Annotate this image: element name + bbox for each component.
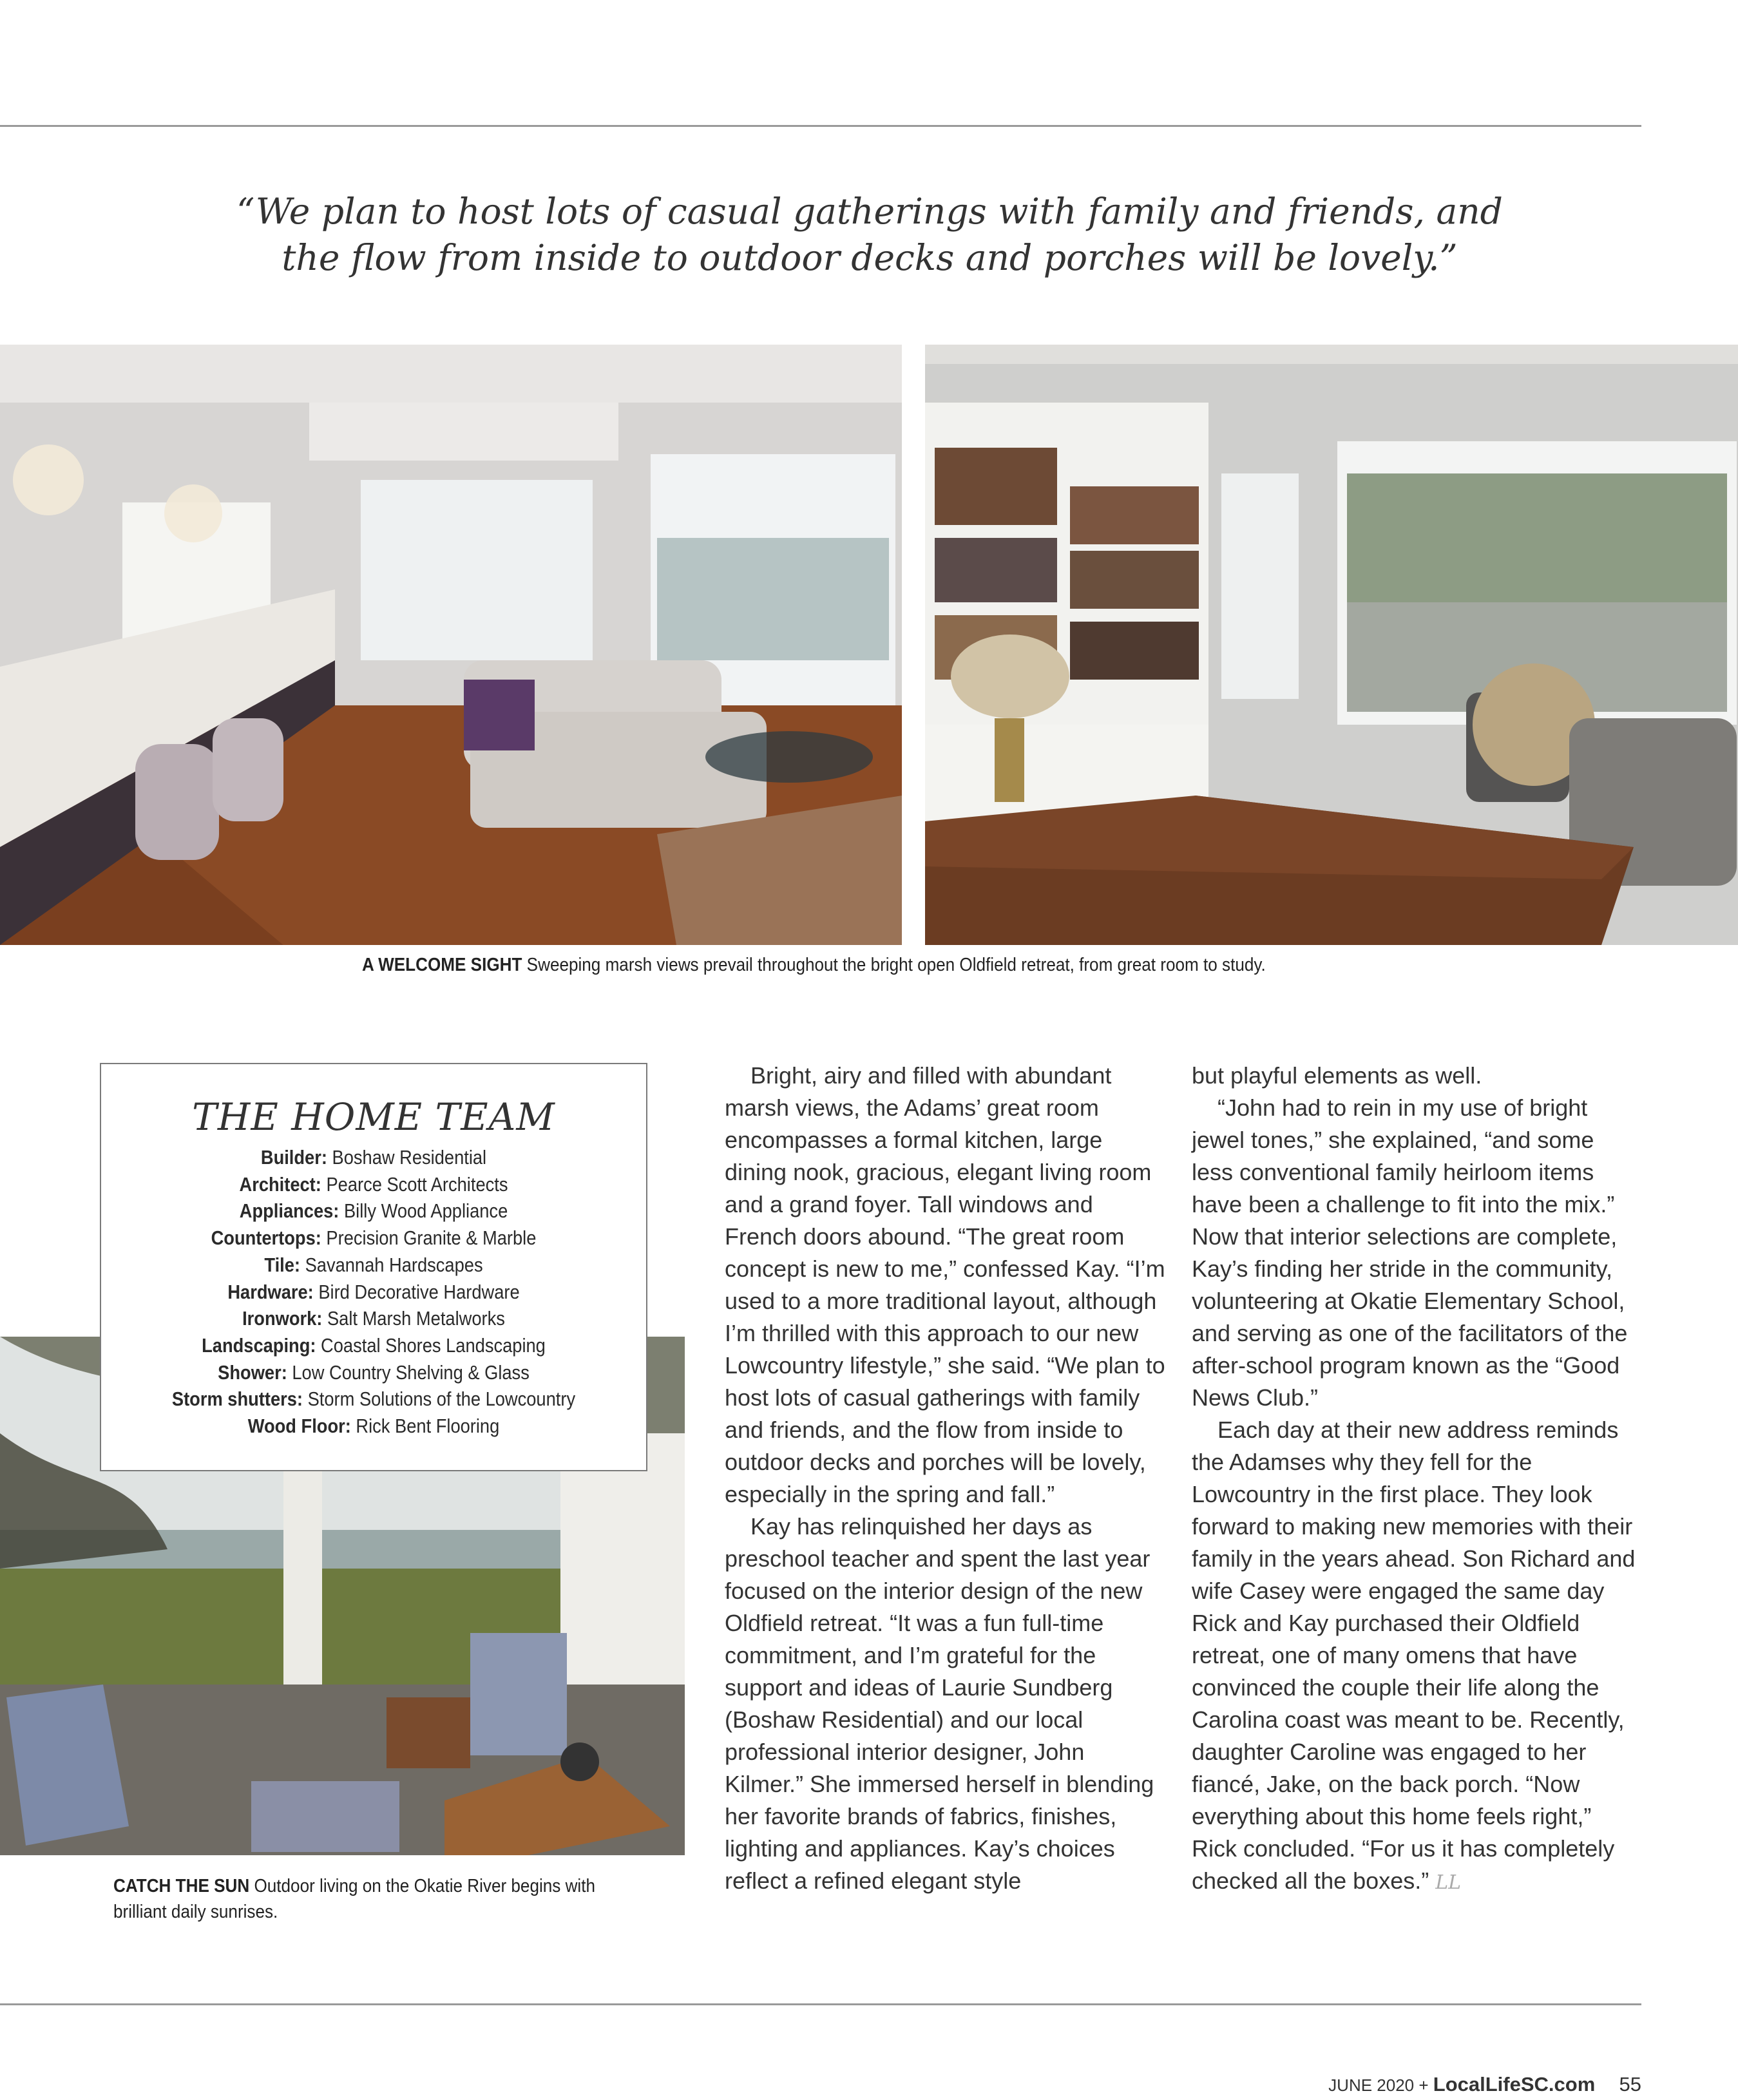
- home-team-item: [134, 1144, 613, 1171]
- home-team-role: Storm shutters:: [171, 1388, 303, 1411]
- home-team-role: Builder:: [260, 1146, 327, 1169]
- article-paragraph: Bright, airy and filled with abundant marsh views, the Adams’ great room encompasses a formal kitchen, large dining nook, gracious, elegant living room and a grand foyer. Tall windows and French doors abound. “The great room concept is new to me,” confessed Kay. “I’m used to a more traditional layout, although I’m thrilled with this approach to our new Lowcountry lifestyle,” she said. “We plan to host lots of casual gatherings with family and friends, and the flow from inside to outdoor decks and porches will be lovely, especially in the spring and fall.”: [725, 1062, 1165, 1507]
- article-column-1: [725, 1060, 1169, 1897]
- home-team-role: Landscaping:: [202, 1333, 316, 1357]
- home-team-vendor: Storm Solutions of the Lowcountry: [307, 1388, 576, 1411]
- sign-off-mark: LL: [1435, 1871, 1462, 1894]
- home-team-role: Ironwork:: [242, 1307, 323, 1330]
- home-team-vendor: Boshaw Residential: [332, 1146, 487, 1169]
- pull-quote-line-2: the flow from inside to outdoor decks and porches will be lovely.”: [282, 237, 1458, 278]
- home-team-role: Hardware:: [227, 1280, 314, 1303]
- home-team-item: [134, 1252, 613, 1279]
- page-number: 55: [1619, 2073, 1641, 2095]
- home-team-item: [134, 1225, 613, 1252]
- article-paragraph: Kay has relinquished her days as preschool teacher and spent the last year focused on the interior design of the new Oldfield retreat. “It was a fun full-time commitment, and I’m grateful for the support and ideas of Laurie Sundberg (Boshaw Residential) and our local professional interior designer, John Kilmer.” She immersed herself in blending her favorite brands of fabrics, finishes, lighting and appliances. Kay’s choices reflect a refined elegant style: [725, 1513, 1154, 1894]
- home-team-list: [134, 1144, 613, 1440]
- home-team-role: Tile:: [264, 1253, 300, 1276]
- home-team-vendor: Bird Decorative Hardware: [318, 1280, 520, 1303]
- article-paragraph: but playful elements as well.: [1192, 1062, 1482, 1089]
- article-paragraph-text: Each day at their new address reminds the Adamses why they fell for the Lowcountry in the first place. They look forward to making new memories with their family in the years ahead. Son Richard and wife Casey were engaged the same day Rick and Kay purchased their Oldfield retreat, one of many omens that have convinced the couple their life along the Carolina coast was meant to be. Recently, daughter Caroline was engaged to her fiancé, Jake, on the back porch. “Now everything about this home feels right,” Rick concluded. “For us it has completely checked all the boxes.”: [1192, 1417, 1636, 1894]
- home-team-box: [100, 1063, 647, 1471]
- caption-catch-the-sun-heading: CATCH THE SUN: [113, 1876, 250, 1896]
- home-team-vendor: Billy Wood Appliance: [343, 1199, 508, 1223]
- home-team-item: [134, 1413, 613, 1440]
- home-team-item: [134, 1386, 613, 1413]
- home-team-item: [134, 1332, 613, 1359]
- home-team-vendor: Coastal Shores Landscaping: [321, 1333, 546, 1357]
- home-team-item: [134, 1171, 613, 1198]
- caption-welcome-sight: [362, 952, 1266, 978]
- caption-catch-the-sun-text: Outdoor living on the Okatie River begins with brilliant daily sunrises.: [113, 1876, 595, 1922]
- pull-quote-line-1: “We plan to host lots of casual gatherings with family and friends, and: [236, 191, 1503, 232]
- article-paragraph: “John had to rein in my use of bright jewel tones,” she explained, “and some less conventional family heirloom items have been a challenge to fit into the mix.” Now that interior selections are complete, Kay’s finding her stride in the community, volunteering at Okatie Elementary School, and serving as one of the facilitators of the after-school program known as the “Good News Club.”: [1192, 1094, 1628, 1411]
- home-team-role: Appliances:: [239, 1199, 339, 1223]
- study-photo: [925, 345, 1738, 945]
- home-team-vendor: Rick Bent Flooring: [356, 1415, 500, 1438]
- home-team-vendor: Salt Marsh Metalworks: [327, 1307, 505, 1330]
- caption-catch-the-sun: [113, 1873, 647, 1925]
- home-team-role: Countertops:: [211, 1227, 321, 1250]
- home-team-item: [134, 1359, 613, 1386]
- home-team-role: Shower:: [218, 1360, 287, 1384]
- caption-welcome-sight-text: Sweeping marsh views prevail throughout the bright open Oldfield retreat, from great room to study.: [526, 955, 1266, 975]
- caption-welcome-sight-heading: A WELCOME SIGHT: [362, 955, 522, 975]
- top-rule: [0, 125, 1641, 127]
- home-team-vendor: Pearce Scott Architects: [326, 1172, 508, 1196]
- page-folio: [1328, 2073, 1641, 2096]
- home-team-vendor: Low Country Shelving & Glass: [292, 1360, 530, 1384]
- home-team-title: THE HOME TEAM: [192, 1095, 555, 1139]
- home-team-role: Architect:: [239, 1172, 321, 1196]
- home-team-item: [134, 1198, 613, 1225]
- home-team-vendor: Savannah Hardscapes: [305, 1253, 483, 1276]
- article-column-2: [1192, 1060, 1636, 1899]
- home-team-vendor: Precision Granite & Marble: [326, 1227, 537, 1250]
- pull-quote: [193, 188, 1546, 281]
- home-team-item: [134, 1279, 613, 1306]
- bottom-rule: [0, 2003, 1641, 2005]
- home-team-role: Wood Floor:: [247, 1415, 351, 1438]
- folio-site: LocalLifeSC.com: [1433, 2073, 1596, 2095]
- great-room-photo: [0, 345, 902, 945]
- article-paragraph: [1192, 1414, 1636, 1899]
- home-team-item: [134, 1305, 613, 1332]
- folio-date: JUNE 2020 +: [1328, 2076, 1429, 2095]
